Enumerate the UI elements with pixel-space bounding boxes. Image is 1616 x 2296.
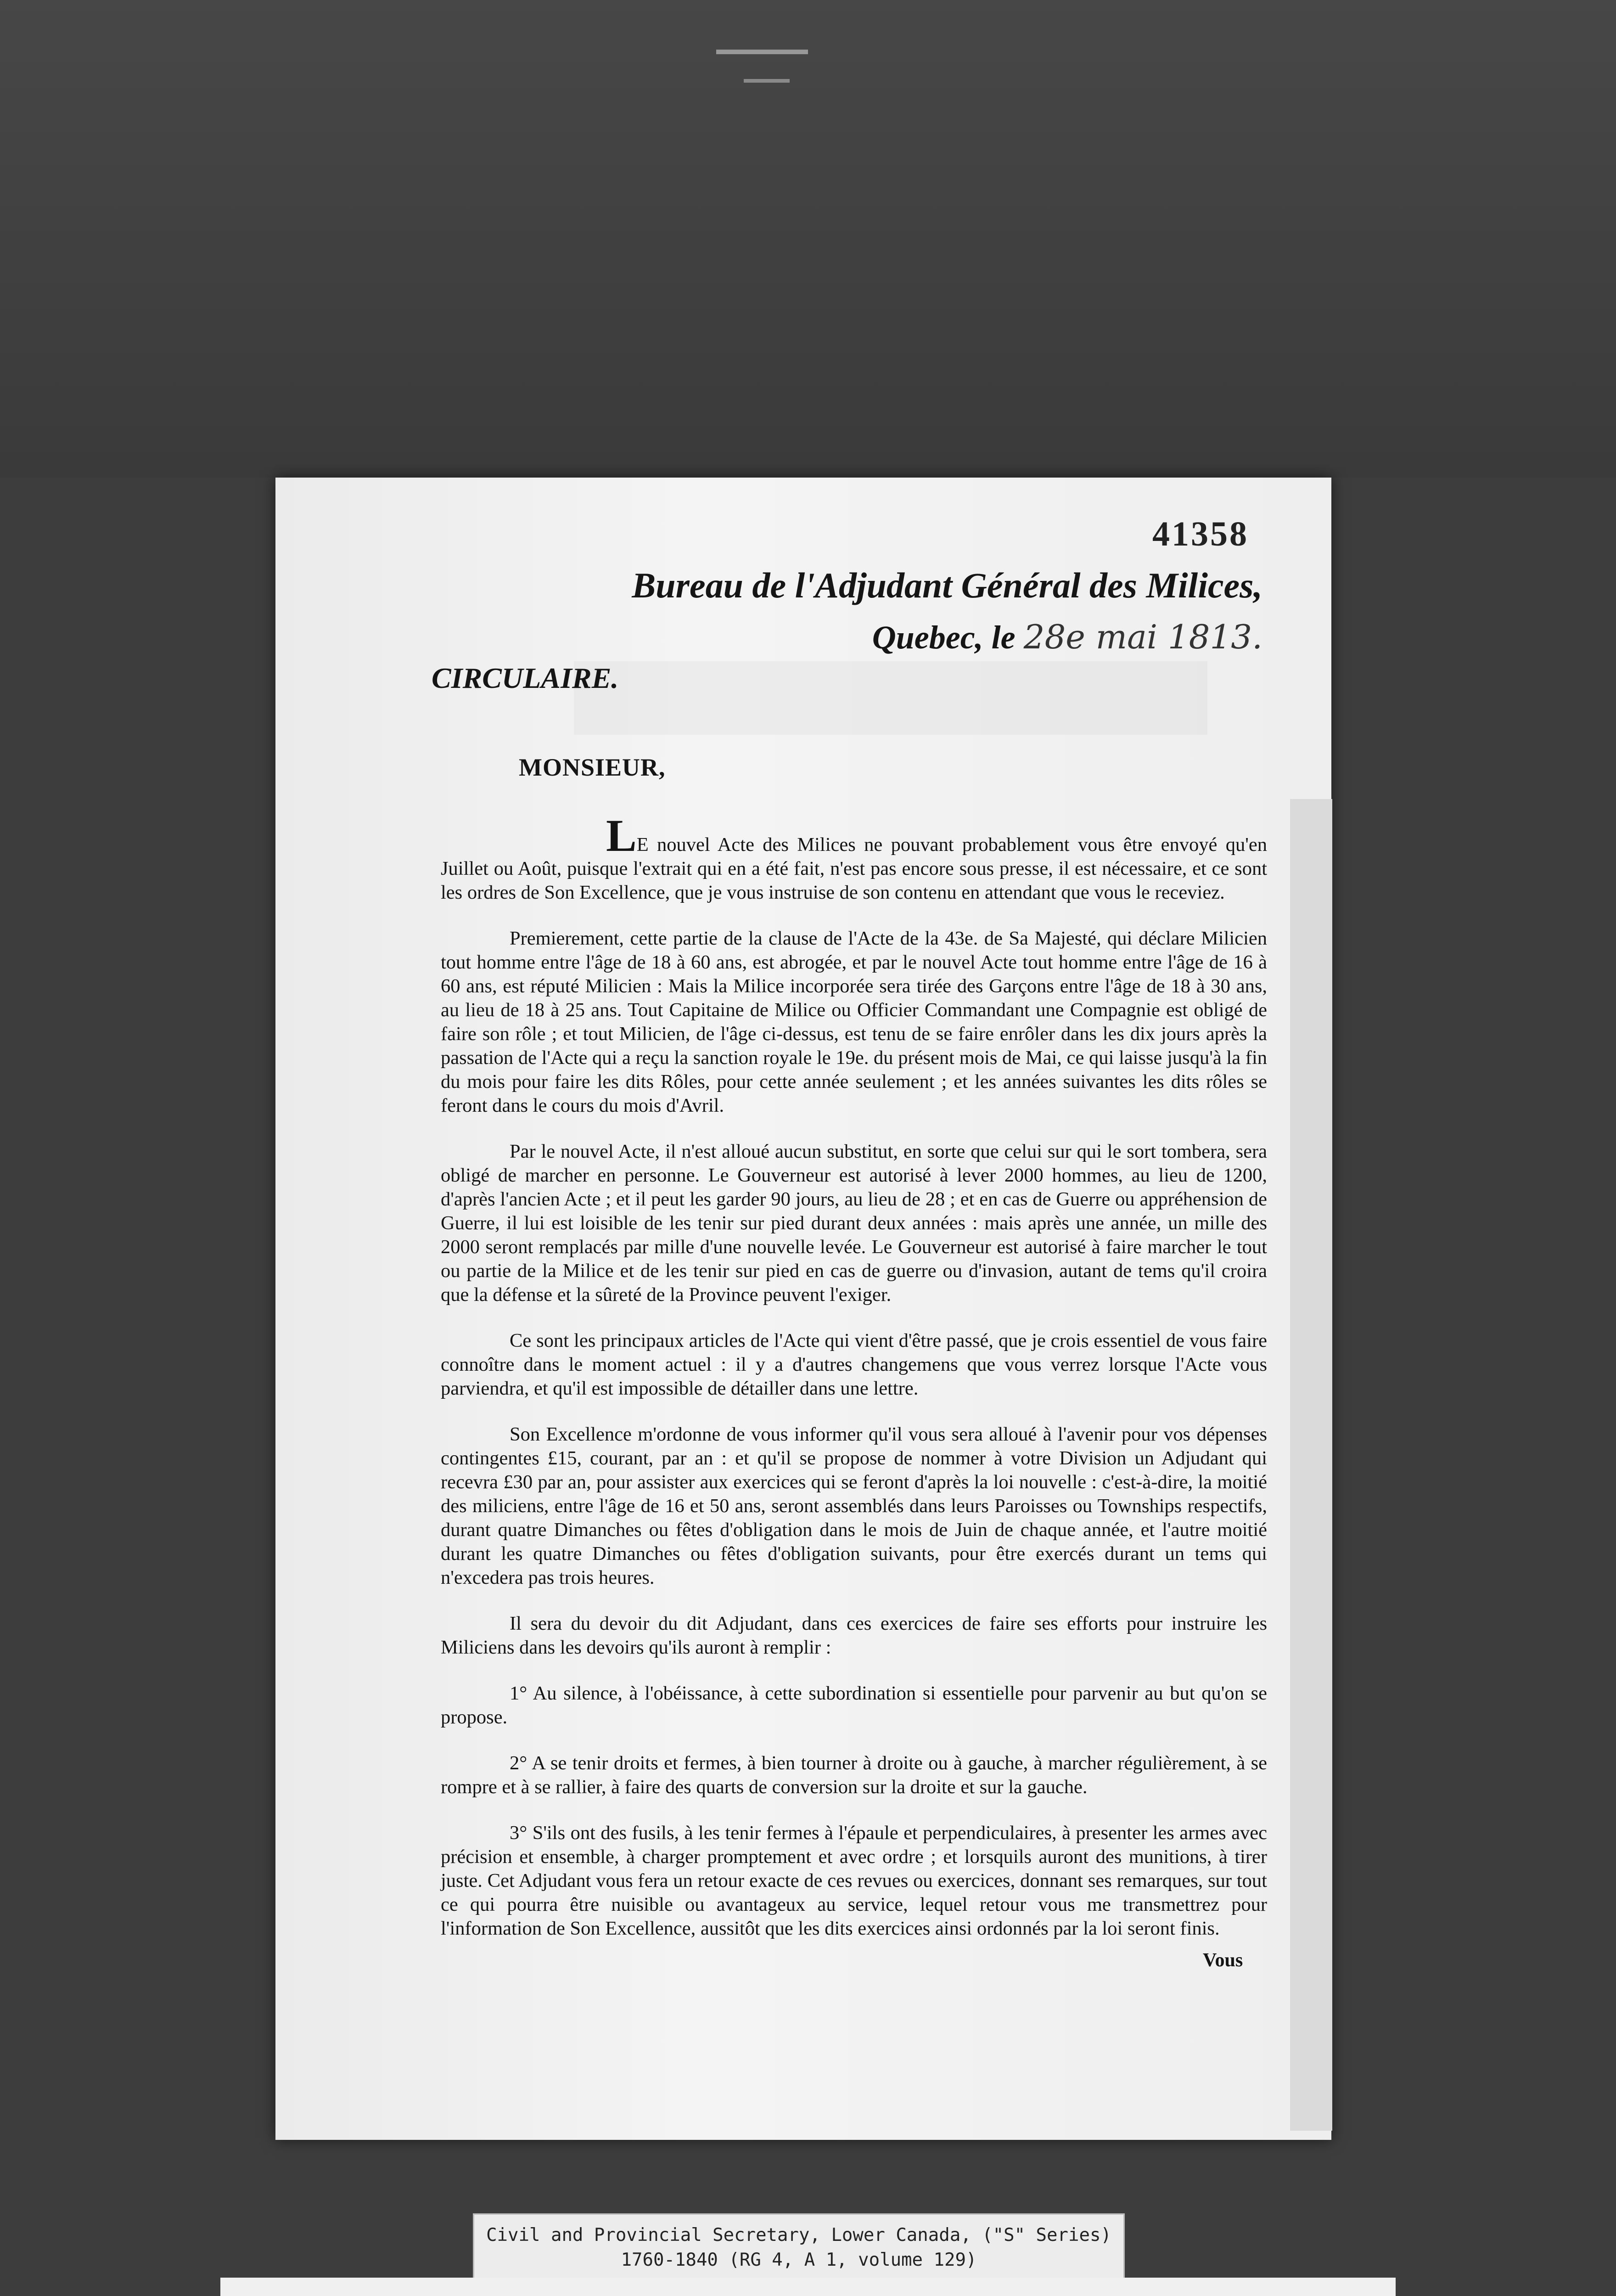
paragraph: Premierement, cette partie de la clause de l'Acte de la 43e. de Sa Majesté, qui déclare Milicien tout homme entre l'âge de 18 à 60 ans, est abrogée, et par le nouvel Acte tout homme entre l'âge de 16 à 60 ans, est réputé Milicien : Mais la Milice incorporée sera tirée des Garçons entre l'âge de 18 à 30 ans, au lieu de 18 à 25 ans. Tout Capitaine de Milice ou Officier Commandant une Compagnie est obligé de faire son rôle ; et tout Milicien, de l'âge ci-dessus, est tenu de se faire enrôler dans les dix jours après la passation de l'Acte qui a reçu la sanction royale le 19e. du présent mois de Mai, ce qui laisse jusqu'à la fin du mois pour faire les dits Rôles, pour cette année seulement ; et les années suivantes les dits rôles se feront dans le cours du mois d'Avril. bbox=[441, 928, 1267, 1116]
archives-card bbox=[220, 2278, 1396, 2296]
paragraph: LE nouvel Acte des Milices ne pouvant probablement vous être envoyé qu'en Juillet ou Août, puisque l'extrait qui en a été fait, n'est pas encore sous presse, il est nécessaire, et ce sont les ordres de Son Excellence, que je vous instruise de son contenu en attendant que vous le receviez. bbox=[441, 810, 1267, 903]
body-text bbox=[441, 810, 1267, 1963]
paragraph: 3° S'ils ont des fusils, à les tenir fermes à l'épaule et perpendiculaires, à presenter les armes avec précision et ensemble, à charger promptement et avec ordre ; et lorsquils auront des munitions, à tirer juste. Cet Adjudant vous fera un retour exacte de ces revues ou exercices, donnant ses remarques, sur tout ce qui pourra être nuisible ou avantageux au service, lequel retour vous me transmettrez pour l'information de Son Excellence, aussitôt que les dits exercices ainsi ordonnés par la loi seront finis. bbox=[441, 1822, 1267, 1939]
paragraph: 2° A se tenir droits et fermes, à bien tourner à droite ou à gauche, à marcher régulièrement, à se rompre et à se rallier, à faire des quarts de conversion sur la droite et sur la gauche. bbox=[441, 1752, 1267, 1798]
ink-bleed-through bbox=[574, 661, 1207, 735]
archive-label bbox=[473, 2213, 1125, 2287]
paragraph: Par le nouvel Acte, il n'est alloué aucun substitut, en sorte que celui sur qui le sort tombera, sera obligé de marcher en personne. Le Gouverneur est autorisé à lever 2000 hommes, au lieu de 1200, d'après l'ancien Acte ; et il peut les garder 90 jours, au lieu de 28 ; et en cas de Guerre ou appréhension de Guerre, il lui est loisible de les tenir sur pied durant deux années : mais après une année, un mille des 2000 seront remplacés par mille d'une nouvelle levée. Le Gouverneur est autorisé à faire marcher le tout ou partie de la Milice et de les tenir sur pied en cas de guerre ou d'invasion, autant de tems qu'il croira que la défense et la sûreté de la Province peuvent l'exiger. bbox=[441, 1141, 1267, 1306]
paragraph: Son Excellence m'ordonne de vous informer qu'il vous sera alloué à l'avenir pour vos dépenses contingentes £15, courant, par an : et qu'il se propose de nommer à votre Division un Adjudant qui recevra £30 par an, pour assister aux exercices qui se feront d'après la loi nouvelle : c'est-à-dire, la moitié des miliciens, entre l'âge de 16 et 50 ans, seront assemblés dans leurs Paroisses ou Townships respectifs, durant quatre Dimanches ou fêtes d'obligation dans le mois de Juin de chaque année, et l'autre moitié durant les quatre Dimanches ou fêtes d'obligation suivants, pour être exercés durant un tems qui n'excedera pas trois heures. bbox=[441, 1424, 1267, 1588]
drop-cap: L bbox=[606, 810, 637, 861]
paragraph: Ce sont les principaux articles de l'Acte qui vient d'être passé, que je crois essentiel de vous faire connoître dans le moment actuel : il y a d'autres changemens que vous verrez lorsque l'Acte vous parviendra, et qu'il est impossible de détailler dans une lettre. bbox=[441, 1330, 1267, 1399]
page-fold-edge bbox=[1290, 799, 1332, 2131]
office-header: Bureau de l'Adjudant Général des Milices, bbox=[632, 565, 1262, 605]
reference-number: 41358 bbox=[1152, 515, 1249, 553]
microfilm-background bbox=[0, 0, 1616, 478]
archive-label-line: Civil and Provincial Secretary, Lower Canada, ("S" Series) bbox=[486, 2225, 1111, 2245]
film-mark bbox=[744, 79, 790, 83]
place: Quebec, le bbox=[872, 619, 1016, 656]
catchword: Vous bbox=[1203, 1950, 1243, 1971]
document-title: CIRCULAIRE. bbox=[432, 662, 619, 694]
paragraph: 1° Au silence, à l'obéissance, à cette subordination si essentielle pour parvenir au but qu'on se propose. bbox=[441, 1683, 1267, 1728]
film-mark bbox=[716, 50, 808, 54]
paragraph: Il sera du devoir du dit Adjudant, dans ces exercices de faire ses efforts pour instruire les Miliciens dans les devoirs qu'ils auront à remplir : bbox=[441, 1613, 1267, 1658]
archive-label-line: 1760-1840 (RG 4, A 1, volume 129) bbox=[621, 2250, 977, 2270]
handwritten-date: 28e mai 1813. bbox=[1023, 618, 1262, 656]
place-date-line bbox=[872, 618, 1262, 657]
salutation: MONSIEUR, bbox=[519, 754, 666, 781]
